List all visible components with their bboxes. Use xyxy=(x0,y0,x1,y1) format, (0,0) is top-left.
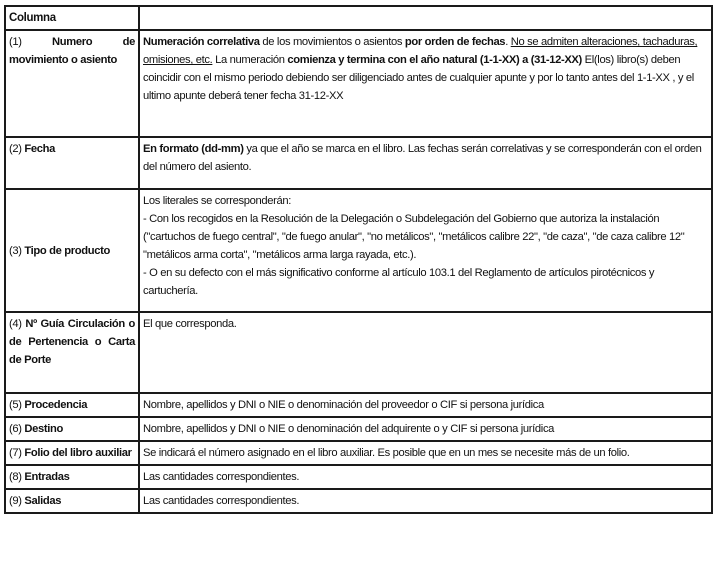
row-description: Se indicará el número asignado en el libro auxiliar. Es posible que en un mes se necesite más de un folio. xyxy=(139,441,712,465)
desc-text: El(los) libro(s) deben coincidir con el mismo periodo debiendo ser diligenciado antes de cualquier apunte y por lo tanto antes del 1-1-XX , y el ultimo apunte deberá tener fecha 31-12-XX xyxy=(143,54,694,102)
row-label-entradas xyxy=(5,465,139,489)
desc-bold-text: comienza y termina con el año natural (1-1-XX) a (31-12-XX) xyxy=(287,54,582,66)
desc-text: ya que el año se marca en el libro. Las fechas serán correlativas y se corresponderán con el orden del número del asiento. xyxy=(143,143,702,173)
row-description: Las cantidades correspondientes. xyxy=(139,489,712,513)
table-row xyxy=(5,465,712,489)
instructions-table xyxy=(4,5,713,514)
row-label-text: Fecha xyxy=(24,143,55,155)
header-cell-columna: Columna xyxy=(5,6,139,30)
desc-bold-text: por orden de fechas xyxy=(404,36,506,48)
row-description xyxy=(139,189,712,312)
row-label-procedencia xyxy=(5,393,139,417)
desc-text: . xyxy=(505,36,511,48)
table-row xyxy=(5,441,712,465)
desc-line: - Con los recogidos en la Resolución de la Delegación o Subdelegación del Gobierno que autoriza la instalación ("cartuchos de fuego central", "de fuego anular", "no metálicos", "metálicos calibre 22", "de caza", "de caza calibre 12" "metálicos arma corta", "metálicos arma larga rayada, etc.). xyxy=(143,213,685,261)
row-number: (3) xyxy=(9,244,22,257)
row-number: (7) xyxy=(9,447,22,459)
desc-underlined-text: No se admiten alteraciones, tachaduras, omisiones, etc. xyxy=(143,36,698,66)
row-number: (4) xyxy=(9,318,22,330)
table-row xyxy=(5,189,712,312)
row-label-text: Destino xyxy=(24,423,63,435)
row-label-salidas xyxy=(5,489,139,513)
table-row xyxy=(5,137,712,189)
row-label-destino xyxy=(5,417,139,441)
row-number: (1) xyxy=(9,36,22,48)
row-number: (6) xyxy=(9,423,22,435)
row-description: Nombre, apellidos y DNI o NIE o denominación del adquirente o y CIF si persona jurídica xyxy=(139,417,712,441)
table-row xyxy=(5,393,712,417)
row-label-text: Tipo de producto xyxy=(24,244,110,257)
desc-text: La numeración xyxy=(212,54,288,66)
row-label-fecha xyxy=(5,137,139,189)
row-label-text: Entradas xyxy=(24,471,70,483)
row-label-numero-movimiento xyxy=(5,30,139,137)
row-number: (5) xyxy=(9,399,22,411)
desc-line: - O en su defecto con el más significativo conforme al artículo 103.1 del Reglamento de artículos pirotécnicos y cartuchería. xyxy=(143,267,655,297)
row-description xyxy=(139,30,712,137)
table-row xyxy=(5,489,712,513)
row-label-text: Procedencia xyxy=(24,399,88,411)
row-description: El que corresponda. xyxy=(139,312,712,393)
row-label-guia-circulacion xyxy=(5,312,139,393)
table-row xyxy=(5,417,712,441)
table-row xyxy=(5,312,712,393)
row-label-text: Numero de movimiento o asiento xyxy=(9,36,135,66)
row-number: (9) xyxy=(9,495,22,507)
row-number: (2) xyxy=(9,143,22,155)
row-description xyxy=(139,137,712,189)
desc-bold-text: En formato (dd-mm) xyxy=(143,143,244,155)
row-label-text: Salidas xyxy=(24,495,62,507)
row-label-folio xyxy=(5,441,139,465)
row-label-text: Folio del libro auxiliar xyxy=(24,447,132,459)
row-description: Nombre, apellidos y DNI o NIE o denominación del proveedor o CIF si persona jurídica xyxy=(139,393,712,417)
header-cell-empty xyxy=(139,6,712,30)
table-header-row xyxy=(5,6,712,30)
row-label-tipo-producto xyxy=(5,189,139,312)
desc-text: de los movimientos o asientos xyxy=(259,36,405,48)
table-row xyxy=(5,30,712,137)
desc-line: Los literales se corresponderán: xyxy=(143,195,291,207)
row-number: (8) xyxy=(9,471,22,483)
desc-bold-text: Numeración correlativa xyxy=(143,36,260,48)
row-description: Las cantidades correspondientes. xyxy=(139,465,712,489)
row-label-text: Nº Guía Circulación o de Pertenencia o Carta de Porte xyxy=(9,318,136,366)
